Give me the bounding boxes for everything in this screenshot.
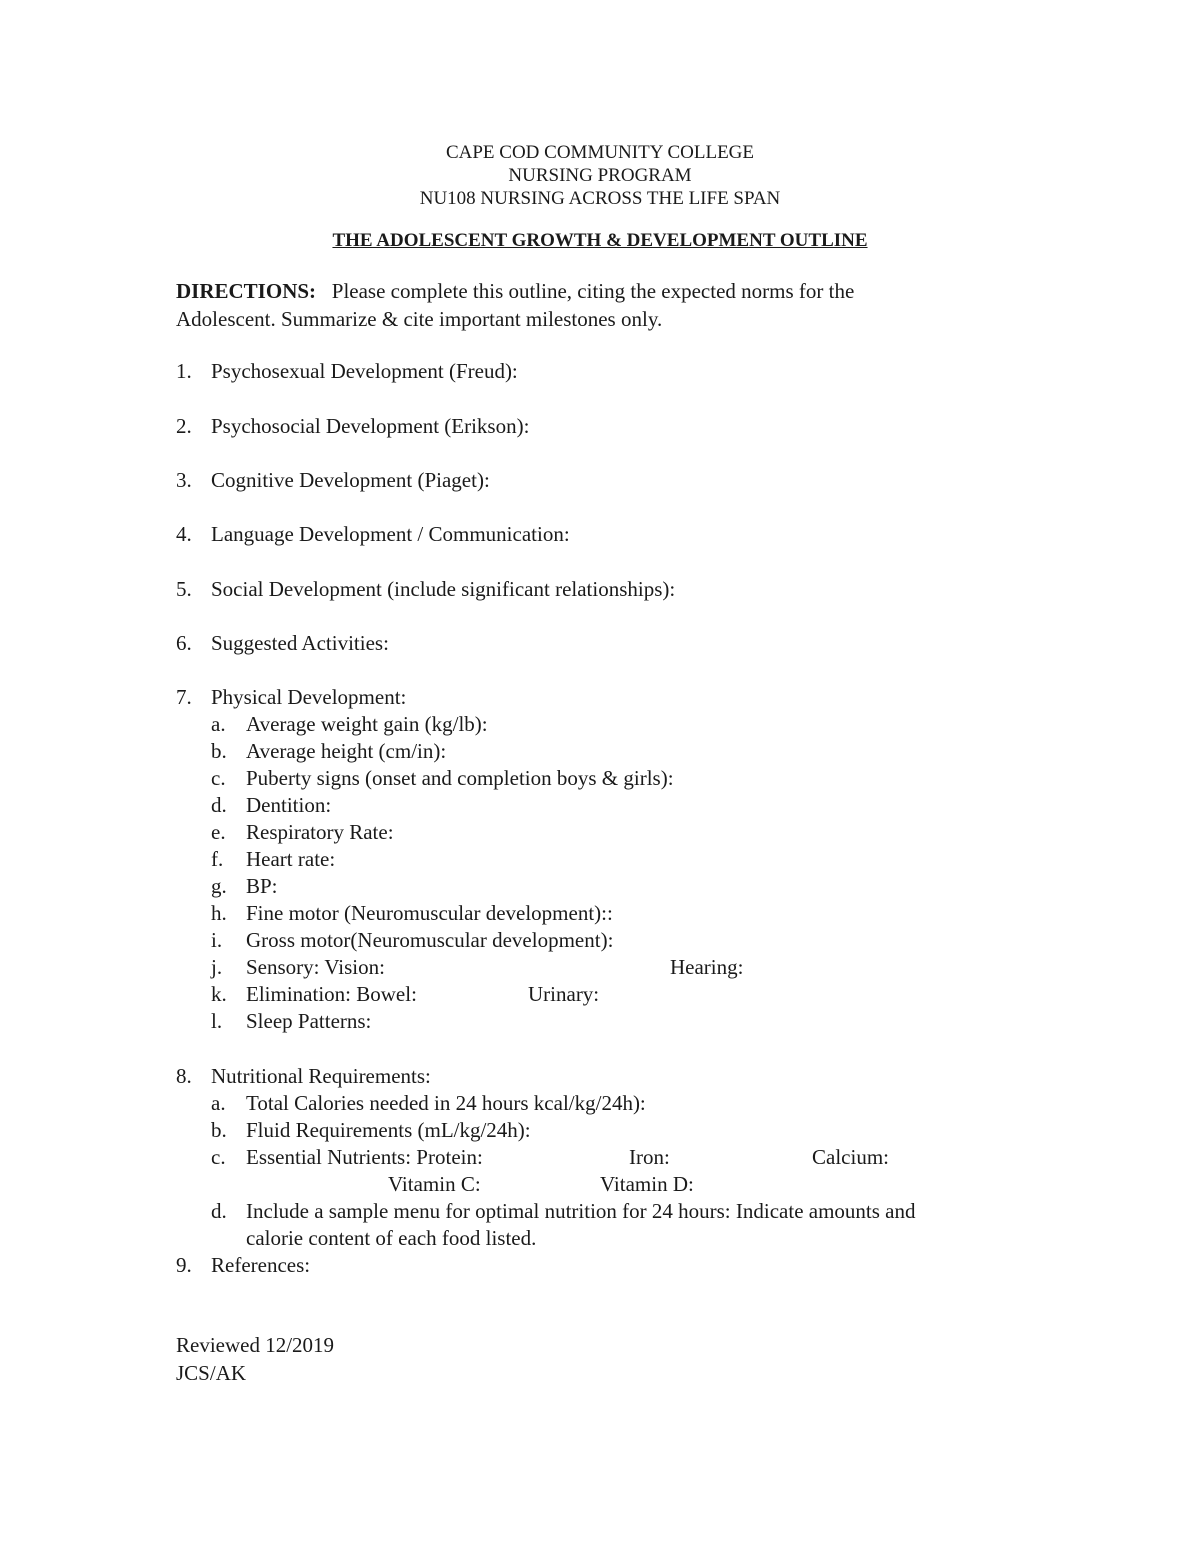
program-name: NURSING PROGRAM (508, 165, 692, 186)
sub-item-text: Sensory: Vision: (246, 955, 385, 979)
item-number: 8. (176, 1064, 192, 1088)
urinary-label: Urinary: (528, 982, 600, 1006)
sub-item-letter: l. (211, 1009, 223, 1033)
item-number: 6. (176, 631, 192, 655)
sub-item-text: Fluid Requirements (mL/kg/24h): (246, 1118, 531, 1142)
item-number: 1. (176, 359, 192, 383)
sub-item-text: calorie content of each food listed. (246, 1226, 537, 1250)
sub-item-letter: d. (211, 1199, 227, 1223)
sub-item-letter: j. (211, 955, 223, 979)
sub-item-text: Average weight gain (kg/lb): (246, 712, 488, 736)
sub-item-text: Respiratory Rate: (246, 820, 394, 844)
sub-item-text: Include a sample menu for optimal nutrition for 24 hours: Indicate amounts and (246, 1199, 916, 1223)
sub-item-letter: g. (211, 874, 227, 898)
item-text: Nutritional Requirements: (211, 1064, 431, 1088)
item-text: Psychosexual Development (Freud): (211, 359, 518, 383)
item-number: 4. (176, 522, 192, 546)
item-text: Physical Development: (211, 685, 407, 709)
directions-text-2: Adolescent. Summarize & cite important milestones only. (176, 307, 663, 331)
hearing-label: Hearing: (670, 955, 744, 979)
item-text: Social Development (include significant relationships): (211, 577, 676, 601)
directions (176, 277, 976, 333)
sub-item-letter: a. (211, 712, 226, 736)
sub-item-text: Puberty signs (onset and completion boys & girls): (246, 766, 674, 790)
item-number: 3. (176, 468, 192, 492)
sub-item-text: Sleep Patterns: (246, 1009, 372, 1033)
sub-item-letter: f. (211, 847, 224, 871)
college-name: CAPE COD COMMUNITY COLLEGE (445, 142, 755, 163)
sub-item-text: Total Calories needed in 24 hours kcal/kg/24h): (246, 1091, 646, 1115)
sub-item-letter: e. (211, 820, 226, 844)
item-text: Language Development / Communication: (211, 522, 570, 546)
item-number: 2. (176, 414, 192, 438)
sub-item-letter: c. (211, 766, 226, 790)
sub-item-text: Elimination: Bowel: (246, 982, 417, 1006)
item-text: Cognitive Development (Piaget): (211, 468, 490, 492)
item-number: 7. (176, 685, 192, 709)
course-name: NU108 NURSING ACROSS THE LIFE SPAN (419, 188, 781, 209)
iron-label: Iron: (629, 1145, 670, 1169)
directions-label: DIRECTIONS: (176, 279, 317, 303)
sub-item-text: Dentition: (246, 793, 332, 817)
document-title: THE ADOLESCENT GROWTH & DEVELOPMENT OUTLINE (332, 230, 868, 251)
sub-item-letter: d. (211, 793, 227, 817)
directions-text-1: Please complete this outline, citing the expected norms for the (331, 279, 855, 303)
sub-item-letter: b. (211, 739, 227, 763)
sub-item-text: Average height (cm/in): (246, 739, 447, 763)
vitamin-c-label: Vitamin C: (388, 1172, 481, 1196)
sub-item-letter: a. (211, 1091, 226, 1115)
item-number: 9. (176, 1253, 192, 1277)
item-text: Psychosocial Development (Erikson): (211, 414, 530, 438)
sub-item-letter: k. (211, 982, 227, 1006)
calcium-label: Calcium: (812, 1145, 889, 1169)
sub-item-letter: c. (211, 1145, 226, 1169)
sub-item-letter: b. (211, 1118, 227, 1142)
sub-item-text: BP: (246, 874, 278, 898)
item-number: 5. (176, 577, 192, 601)
sub-item-text: Heart rate: (246, 847, 336, 871)
sub-item-letter: i. (211, 928, 223, 952)
item-text: Suggested Activities: (211, 631, 389, 655)
reviewer-initials: JCS/AK (176, 1361, 247, 1385)
sub-item-letter: h. (211, 901, 227, 925)
vitamin-d-label: Vitamin D: (600, 1172, 694, 1196)
sub-item-text: Gross motor(Neuromuscular development): (246, 928, 614, 952)
reviewed-date: Reviewed 12/2019 (176, 1333, 335, 1357)
sub-item-text: Essential Nutrients: Protein: (246, 1145, 483, 1169)
sub-item-text: Fine motor (Neuromuscular development):: (246, 901, 613, 925)
item-text: References: (211, 1253, 311, 1277)
